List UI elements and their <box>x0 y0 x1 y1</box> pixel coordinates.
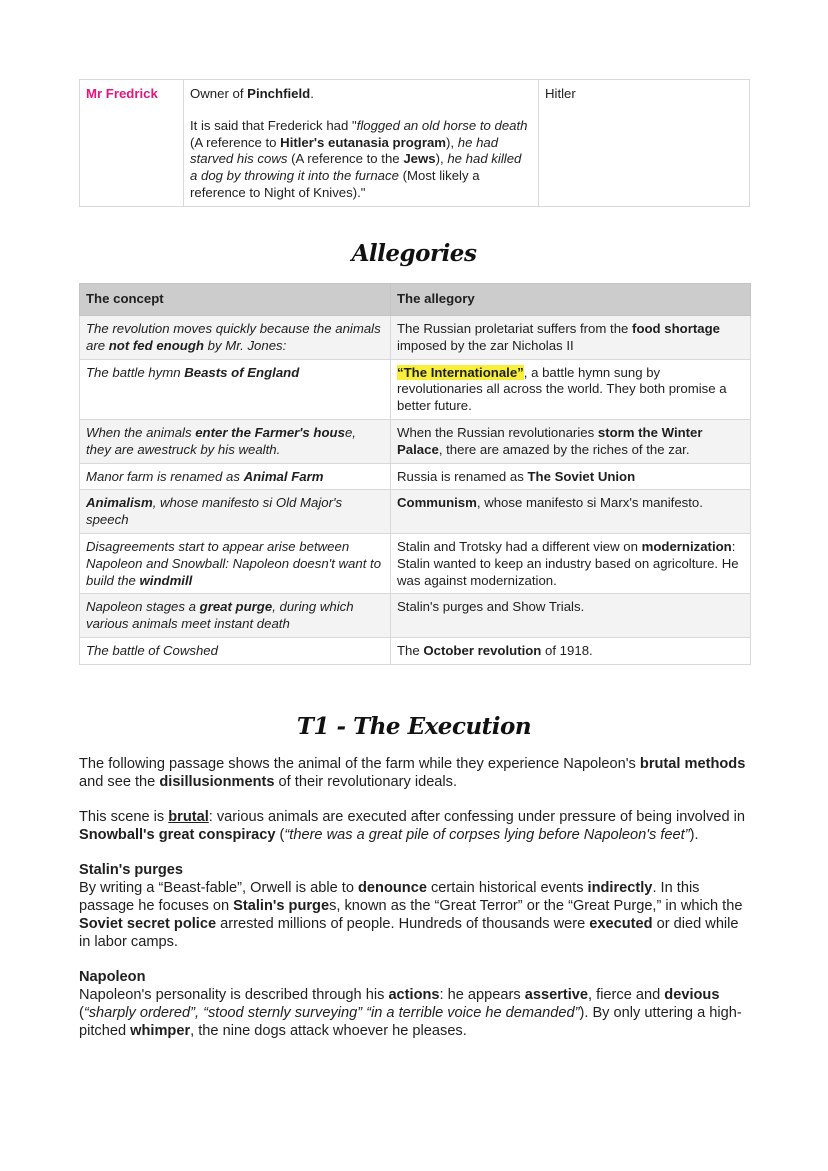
table-row <box>80 594 751 638</box>
allegory-cell: The October revolution of 1918. <box>391 637 751 664</box>
allegory-cell: Russia is renamed as The Soviet Union <box>391 463 751 490</box>
table-row <box>80 463 751 490</box>
character-name: Mr Fredrick <box>86 86 158 101</box>
concept-cell: Disagreements start to appear arise between Napoleon and Snowball: Napoleon doesn't want to build the windmill <box>80 533 391 593</box>
table-header-row <box>80 284 751 316</box>
section-title-stalin: Stalin's purges <box>79 862 184 878</box>
concept-cell: Animalism, whose manifesto si Old Major's speech <box>80 490 391 534</box>
table-row <box>80 359 751 419</box>
concept-cell: The revolution moves quickly because the animals are not fed enough by Mr. Jones: <box>80 316 391 360</box>
allegories-table <box>79 283 751 665</box>
concept-cell: When the animals enter the Farmer's house, they are awestruck by his wealth. <box>80 419 391 463</box>
allegory-cell: Stalin and Trotsky had a different view on modernization: Stalin wanted to keep an industry based on agricolture. He was against modernization. <box>391 533 751 593</box>
section-title-napoleon: Napoleon <box>79 969 146 985</box>
character-quote: It is said that Frederick had "flogged an old horse to death (A reference to Hitler's eutanasia program), he had starved his cows (A reference to the Jews), he had killed a dog by throwing it into the furnace (Most likely a reference to Night of Knives)." <box>190 117 528 200</box>
intro-paragraph: The following passage shows the animal of the farm while they experience Napoleon's brutal methods and see the disillusionments of their revolutionary ideals. <box>79 756 746 790</box>
concept-cell: Manor farm is renamed as Animal Farm <box>80 463 391 490</box>
character-row <box>80 80 750 207</box>
character-table <box>79 79 750 207</box>
concept-cell: The battle of Cowshed <box>80 637 391 664</box>
allegories-heading: Allegories <box>351 240 477 267</box>
execution-heading: T1 - The Execution <box>296 713 532 740</box>
allegory-cell: Stalin's purges and Show Trials. <box>391 594 751 638</box>
concept-cell: The battle hymn Beasts of England <box>80 359 391 419</box>
allegory-cell: The Russian proletariat suffers from the food shortage imposed by the zar Nicholas II <box>391 316 751 360</box>
character-owner: Owner of Pinchfield. <box>190 86 314 101</box>
table-row <box>80 637 751 664</box>
table-row <box>80 533 751 593</box>
table-row <box>80 490 751 534</box>
column-header-allegory: The allegory <box>391 284 751 316</box>
execution-text <box>79 755 749 1040</box>
section-body-napoleon: Napoleon's personality is described through his actions: he appears assertive, fierce and devious (“sharply ordered”, “stood sternly surveying” “in a terrible voice he demanded”). By only uttering a high-pitched whimper, the nine dogs attack whoever he pleases. <box>79 987 742 1039</box>
character-reference: Hitler <box>545 86 576 101</box>
scene-paragraph: This scene is brutal: various animals are executed after confessing under pressure of being involved in Snowball's great conspiracy (“there was a great pile of corpses lying before Napoleon's feet”). <box>79 809 745 843</box>
table-row <box>80 316 751 360</box>
concept-cell: Napoleon stages a great purge, during which various animals meet instant death <box>80 594 391 638</box>
section-body-stalin: By writing a “Beast-fable”, Orwell is able to denounce certain historical events indirectly. In this passage he focuses on Stalin's purges, known as the “Great Terror” or the “Great Purge,” in which the Soviet secret police arrested millions of people. Hundreds of thousands were executed or died while in labor camps. <box>79 880 743 950</box>
allegory-cell: “The Internationale”, a battle hymn sung by revolutionaries all across the world. They both promise a better future. <box>391 359 751 419</box>
allegory-cell: Communism, whose manifesto si Marx's manifesto. <box>391 490 751 534</box>
allegory-cell: When the Russian revolutionaries storm the Winter Palace, there are amazed by the riches of the zar. <box>391 419 751 463</box>
allegories-body <box>80 316 751 665</box>
table-row <box>80 419 751 463</box>
column-header-concept: The concept <box>80 284 391 316</box>
